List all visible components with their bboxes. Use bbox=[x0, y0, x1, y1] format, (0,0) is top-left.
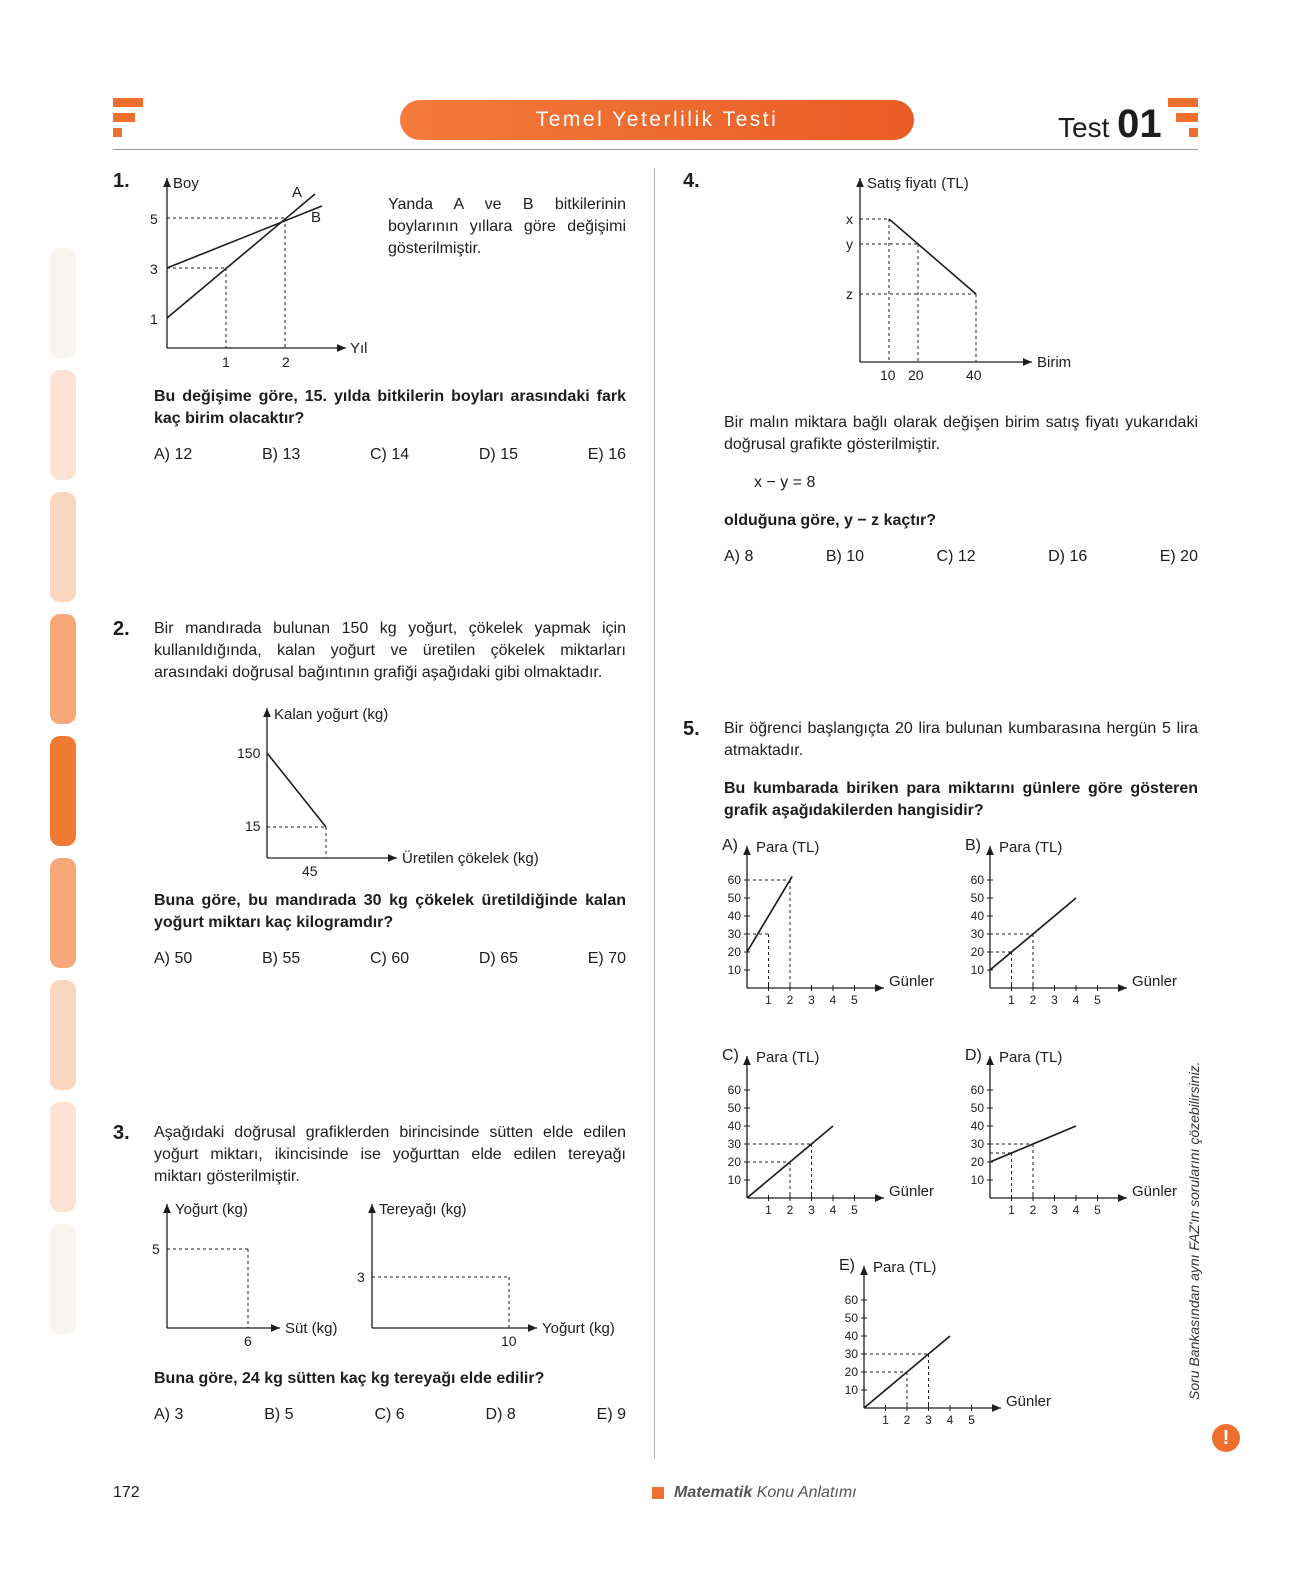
page-number: 172 bbox=[113, 1484, 140, 1501]
q1-choice-c[interactable]: C) 14 bbox=[370, 446, 410, 463]
q4-x-tick-10: 10 bbox=[880, 367, 896, 383]
y-tick-label: 60 bbox=[844, 1293, 858, 1307]
q2-number: 2. bbox=[113, 618, 130, 640]
q2-x-label: Üretilen çökelek (kg) bbox=[402, 850, 539, 867]
y-tick-label: 50 bbox=[970, 1101, 984, 1115]
side-tab-3 bbox=[50, 492, 76, 602]
q2-graph bbox=[225, 700, 565, 880]
y-tick-label: 10 bbox=[844, 1383, 858, 1397]
x-tick-label: 4 bbox=[1072, 1203, 1080, 1217]
q4-choice-d[interactable]: D) 16 bbox=[1048, 548, 1088, 565]
q1-x-tick-2: 2 bbox=[282, 354, 290, 370]
q5-question: Bu kumbarada biriken para miktarını günlere göre gösteren grafik aşağıdakilerden hangisidir? bbox=[724, 780, 1198, 819]
y-tick-label: 40 bbox=[970, 1119, 984, 1133]
q2-choice-d[interactable]: D) 65 bbox=[478, 950, 518, 967]
logo-mark-left-bot bbox=[113, 128, 122, 137]
q1-y-tick-1: 1 bbox=[150, 311, 158, 327]
x-tick-label: 5 bbox=[1094, 993, 1101, 1007]
footer-subject bbox=[652, 1484, 857, 1502]
q5-option-label: D) bbox=[965, 1048, 982, 1064]
x-tick-label: 4 bbox=[829, 993, 837, 1007]
q3-number: 3. bbox=[113, 1122, 130, 1144]
q1-line-a bbox=[167, 194, 315, 318]
q1-label-a: A bbox=[292, 184, 303, 201]
test-number: 01 bbox=[1117, 102, 1162, 146]
q3-g1-x-label: Süt (kg) bbox=[285, 1320, 338, 1337]
q4-line bbox=[889, 219, 976, 294]
side-tab-2 bbox=[50, 370, 76, 480]
q4-question: olduğuna göre, y − z kaçtır? bbox=[724, 512, 937, 529]
y-axis-label: Para (TL) bbox=[999, 839, 1063, 856]
q4-text: Bir malın miktara bağlı olarak değişen birim satış fiyatı yukarıdaki doğrusal grafikte gösterilmiştir. bbox=[724, 414, 1198, 453]
side-tab-9 bbox=[50, 1224, 76, 1334]
y-tick-label: 40 bbox=[727, 1119, 741, 1133]
x-tick-label: 3 bbox=[1051, 1203, 1058, 1217]
q3-g2-y-label: Tereyağı (kg) bbox=[379, 1201, 467, 1218]
q5-option-e-graph[interactable] bbox=[839, 1258, 1079, 1438]
q1-choice-b[interactable]: B) 13 bbox=[262, 446, 301, 463]
q3-text: Aşağıdaki doğrusal grafiklerden birincisinde sütten elde edilen yoğurt miktarı, ikincisinde ise yoğurttan elde edilen tereyağı miktarı gösterilmiştir. bbox=[154, 1124, 626, 1185]
q3-g2-x-label: Yoğurt (kg) bbox=[542, 1320, 615, 1337]
y-tick-label: 30 bbox=[727, 927, 741, 941]
x-axis-label: Günler bbox=[889, 1183, 935, 1200]
x-axis-label: Günler bbox=[889, 973, 935, 990]
q2-line bbox=[267, 753, 326, 827]
side-tab-1 bbox=[50, 248, 76, 358]
footer-subject-bold: Matematik bbox=[674, 1484, 753, 1501]
q2-y-tick-15: 15 bbox=[245, 818, 261, 834]
y-axis-label: Para (TL) bbox=[999, 1049, 1063, 1066]
y-tick-label: 10 bbox=[727, 1173, 741, 1187]
q1-line-b bbox=[167, 206, 322, 268]
x-tick-label: 2 bbox=[1029, 1203, 1037, 1217]
y-tick-label: 30 bbox=[727, 1137, 741, 1151]
q3-graph-2 bbox=[345, 1198, 630, 1360]
q1-text: Yanda A ve B bitkilerinin boylarının yıllara göre değişimi gösterilmiştir. bbox=[388, 196, 626, 257]
y-tick-label: 30 bbox=[970, 1137, 984, 1151]
q4-y-tick-z: z bbox=[846, 286, 853, 302]
side-tab-4 bbox=[50, 614, 76, 724]
y-tick-label: 60 bbox=[727, 873, 741, 887]
x-axis-label: Günler bbox=[1132, 973, 1178, 990]
y-tick-label: 40 bbox=[844, 1329, 858, 1343]
warning-icon: ! bbox=[1212, 1424, 1240, 1452]
q4-choice-c[interactable]: C) 12 bbox=[936, 548, 976, 565]
q4-choice-a[interactable]: A) 8 bbox=[724, 548, 754, 565]
test-title: Temel Yeterlilik Testi bbox=[535, 108, 779, 131]
y-tick-label: 30 bbox=[844, 1347, 858, 1361]
x-tick-label: 4 bbox=[946, 1413, 954, 1427]
x-tick-label: 3 bbox=[1051, 993, 1058, 1007]
q4-graph bbox=[820, 172, 1090, 392]
y-tick-label: 20 bbox=[727, 945, 741, 959]
q4-x-label: Birim bbox=[1037, 354, 1072, 371]
y-axis-label: Para (TL) bbox=[756, 1049, 820, 1066]
q1-y-label: Boy bbox=[173, 175, 199, 192]
q5-option-d-graph[interactable] bbox=[965, 1048, 1205, 1228]
q3-choice-b[interactable]: B) 5 bbox=[264, 1406, 294, 1423]
logo-mark-right-mid bbox=[1176, 113, 1198, 122]
q3-graph-1 bbox=[140, 1198, 350, 1360]
y-axis-label: Para (TL) bbox=[873, 1259, 937, 1276]
q3-question: Buna göre, 24 kg sütten kaç kg tereyağı elde edilir? bbox=[154, 1370, 545, 1387]
q5-option-label: C) bbox=[722, 1048, 739, 1064]
side-tab-6 bbox=[50, 858, 76, 968]
footer-subject-rest: Konu Anlatımı bbox=[752, 1484, 857, 1501]
q3-choice-d[interactable]: D) 8 bbox=[485, 1406, 516, 1423]
x-tick-label: 1 bbox=[765, 1203, 772, 1217]
x-tick-label: 1 bbox=[882, 1413, 889, 1427]
y-tick-label: 10 bbox=[727, 963, 741, 977]
test-label bbox=[1058, 102, 1162, 147]
q2-choice-a[interactable]: A) 50 bbox=[154, 950, 193, 967]
y-tick-label: 20 bbox=[970, 945, 984, 959]
x-tick-label: 3 bbox=[925, 1413, 932, 1427]
y-tick-label: 50 bbox=[844, 1311, 858, 1325]
q3-choice-c[interactable]: C) 6 bbox=[374, 1406, 405, 1423]
data-line bbox=[747, 876, 792, 952]
x-tick-label: 2 bbox=[903, 1413, 911, 1427]
y-tick-label: 60 bbox=[970, 1083, 984, 1097]
x-tick-label: 2 bbox=[1029, 993, 1037, 1007]
footer-square-icon bbox=[652, 1487, 664, 1499]
logo-mark-left-top bbox=[113, 98, 143, 107]
q4-number: 4. bbox=[683, 170, 700, 192]
logo-mark-right-bot bbox=[1189, 128, 1198, 137]
x-axis-label: Günler bbox=[1006, 1393, 1052, 1410]
q4-y-tick-y: y bbox=[846, 236, 853, 252]
q1-question: Bu değişime göre, 15. yılda bitkilerin boyları arasındaki fark kaç birim olacaktır? bbox=[154, 388, 626, 427]
test-title-banner bbox=[400, 100, 914, 140]
x-tick-label: 5 bbox=[851, 1203, 858, 1217]
y-tick-label: 10 bbox=[970, 1173, 984, 1187]
x-tick-label: 1 bbox=[765, 993, 772, 1007]
q3-g1-y-tick: 5 bbox=[152, 1241, 160, 1257]
y-tick-label: 10 bbox=[970, 963, 984, 977]
side-note: Soru Bankasından aynı FAZ'ın sorularını çözebilirsiniz. bbox=[1186, 1061, 1202, 1400]
test-word: Test bbox=[1058, 112, 1110, 143]
q4-choices bbox=[724, 548, 1198, 566]
q4-x-tick-20: 20 bbox=[908, 367, 924, 383]
logo-mark-right-top bbox=[1168, 98, 1198, 107]
q2-x-tick-45: 45 bbox=[302, 863, 318, 879]
q1-choice-d[interactable]: D) 15 bbox=[478, 446, 518, 463]
q1-choice-e[interactable]: E) 16 bbox=[587, 446, 626, 463]
y-tick-label: 40 bbox=[970, 909, 984, 923]
q2-choice-b[interactable]: B) 55 bbox=[262, 950, 301, 967]
y-tick-label: 20 bbox=[727, 1155, 741, 1169]
q4-y-label: Satış fiyatı (TL) bbox=[867, 175, 969, 192]
x-tick-label: 2 bbox=[786, 1203, 794, 1217]
x-tick-label: 1 bbox=[1008, 1203, 1015, 1217]
q5-option-a-graph[interactable] bbox=[722, 838, 962, 1018]
x-tick-label: 5 bbox=[851, 993, 858, 1007]
y-tick-label: 50 bbox=[727, 891, 741, 905]
q3-g1-y-label: Yoğurt (kg) bbox=[175, 1201, 248, 1218]
y-tick-label: 30 bbox=[970, 927, 984, 941]
side-tab-5-active bbox=[50, 736, 76, 846]
x-tick-label: 4 bbox=[829, 1203, 837, 1217]
q1-graph bbox=[140, 170, 380, 370]
q2-choice-e[interactable]: E) 70 bbox=[587, 950, 626, 967]
q5-option-label: A) bbox=[722, 838, 738, 854]
q2-text: Bir mandırada bulunan 150 kg yoğurt, çökelek yapmak için kullanıldığında, kalan yoğurt ve üretilen çökelek miktarları arasındaki doğrusal bağıntının grafiği aşağıdaki gibi olmaktadır. bbox=[154, 620, 626, 681]
x-tick-label: 3 bbox=[808, 1203, 815, 1217]
header-rule bbox=[113, 149, 1198, 150]
q1-x-label: Yıl bbox=[350, 340, 368, 357]
y-tick-label: 60 bbox=[727, 1083, 741, 1097]
q1-number: 1. bbox=[113, 170, 130, 192]
q5-text: Bir öğrenci başlangıçta 20 lira bulunan kumbarasına hergün 5 lira atmaktadır. bbox=[724, 720, 1198, 759]
q1-x-tick-1: 1 bbox=[222, 354, 230, 370]
q3-choice-e[interactable]: E) 9 bbox=[596, 1406, 626, 1423]
y-axis-label: Para (TL) bbox=[756, 839, 820, 856]
q5-option-label: B) bbox=[965, 838, 981, 854]
y-tick-label: 50 bbox=[727, 1101, 741, 1115]
q2-question: Buna göre, bu mandırada 30 kg çökelek üretildiğinde kalan yoğurt miktarı kaç kilogramdır? bbox=[154, 892, 626, 931]
q3-g2-x-tick: 10 bbox=[501, 1333, 517, 1349]
q4-choice-b[interactable]: B) 10 bbox=[825, 548, 865, 565]
x-tick-label: 3 bbox=[808, 993, 815, 1007]
q3-choices bbox=[154, 1406, 626, 1424]
q4-x-tick-40: 40 bbox=[966, 367, 982, 383]
y-tick-label: 40 bbox=[727, 909, 741, 923]
q3-choice-a[interactable]: A) 3 bbox=[154, 1406, 184, 1423]
q3-g2-y-tick: 3 bbox=[357, 1269, 365, 1285]
q1-choice-a[interactable]: A) 12 bbox=[154, 446, 193, 463]
x-tick-label: 5 bbox=[1094, 1203, 1101, 1217]
q5-option-c-graph[interactable] bbox=[722, 1048, 962, 1228]
q2-y-label: Kalan yoğurt (kg) bbox=[274, 706, 389, 723]
q4-equation: x − y = 8 bbox=[754, 474, 816, 491]
q5-option-b-graph[interactable] bbox=[965, 838, 1205, 1018]
q1-y-tick-3: 3 bbox=[150, 261, 158, 277]
column-divider bbox=[654, 168, 655, 1458]
x-tick-label: 4 bbox=[1072, 993, 1080, 1007]
y-tick-label: 60 bbox=[970, 873, 984, 887]
side-tab-8 bbox=[50, 1102, 76, 1212]
side-tab-7 bbox=[50, 980, 76, 1090]
q3-g1-x-tick: 6 bbox=[244, 1333, 252, 1349]
q1-y-tick-5: 5 bbox=[150, 211, 158, 227]
x-tick-label: 1 bbox=[1008, 993, 1015, 1007]
q4-y-tick-x: x bbox=[846, 211, 853, 227]
logo-mark-left-mid bbox=[113, 113, 135, 122]
q4-choice-e[interactable]: E) 20 bbox=[1159, 548, 1198, 565]
y-tick-label: 50 bbox=[970, 891, 984, 905]
q5-option-label: E) bbox=[839, 1258, 855, 1274]
x-axis-label: Günler bbox=[1132, 1183, 1178, 1200]
q5-number: 5. bbox=[683, 718, 700, 740]
q1-label-b: B bbox=[311, 209, 322, 226]
q1-choices bbox=[154, 446, 626, 464]
q2-choices bbox=[154, 950, 626, 968]
x-tick-label: 5 bbox=[968, 1413, 975, 1427]
y-tick-label: 20 bbox=[970, 1155, 984, 1169]
y-tick-label: 20 bbox=[844, 1365, 858, 1379]
x-tick-label: 2 bbox=[786, 993, 794, 1007]
q2-y-tick-150: 150 bbox=[237, 745, 261, 761]
q2-choice-c[interactable]: C) 60 bbox=[370, 950, 410, 967]
